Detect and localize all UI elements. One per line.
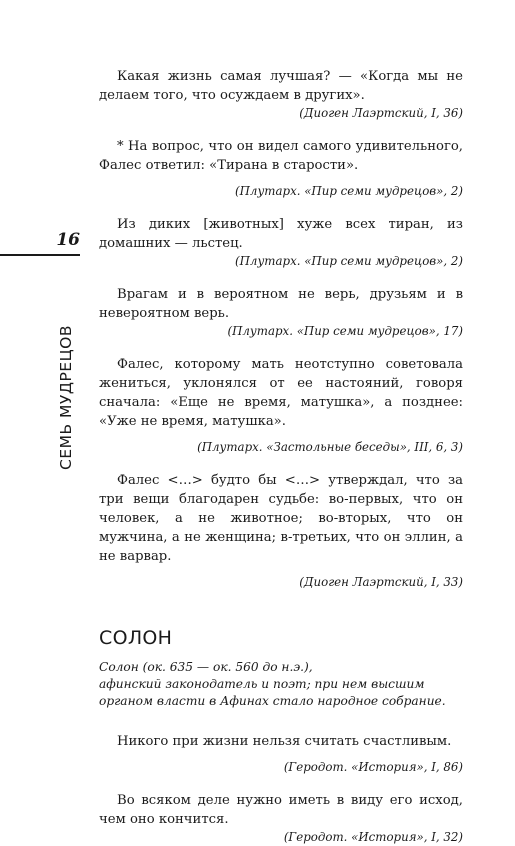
quote-block bbox=[99, 67, 463, 122]
quote-text: Врагам и в вероятном не верь, друзьям и в невероятном верь. bbox=[99, 287, 463, 321]
quote-block bbox=[99, 732, 463, 776]
quote-text: Никого при жизни нельзя считать счастливым. bbox=[117, 734, 452, 749]
page-content bbox=[99, 67, 463, 846]
quote-text: * На вопрос, что он видел самого удивительного, Фалес ответил: «Тирана в старости». bbox=[99, 139, 463, 173]
quote-source: (Плутарх. «Пир семи мудрецов», 2) bbox=[235, 254, 463, 268]
quote-block bbox=[99, 791, 463, 846]
quote-text: Какая жизнь самая лучшая? — «Когда мы не делаем того, что осуждаем в других». bbox=[99, 69, 463, 103]
quote-source: (Диоген Лаэртский, I, 36) bbox=[299, 106, 463, 120]
section-intro-line: афинский законодатель и поэт; при нем высшим bbox=[99, 677, 425, 691]
quote-source: (Плутарх. «Пир семи мудрецов», 2) bbox=[235, 184, 463, 198]
quote-text: Фалес, которому мать неотступно советовала жениться, уклонялся от ее настояний, говоря сначала: «Еще не время, матушка», а позднее: «Уже не время, матушка». bbox=[99, 357, 463, 429]
page-margin bbox=[0, 0, 80, 800]
quote-block bbox=[99, 137, 463, 200]
section-title: СОЛОН bbox=[99, 627, 173, 649]
quote-source: (Геродот. «История», I, 32) bbox=[283, 830, 463, 844]
quote-block bbox=[99, 285, 463, 340]
quote-text: Из диких [животных] хуже всех тиран, из домашних — льстец. bbox=[99, 217, 463, 251]
quote-source: (Геродот. «История», I, 86) bbox=[283, 760, 463, 774]
quote-block bbox=[99, 471, 463, 591]
section-intro-line: органом власти в Афинах стало народное собрание. bbox=[99, 694, 446, 708]
quote-text: Во всяком деле нужно иметь в виду его исход, чем оно кончится. bbox=[99, 793, 463, 827]
quote-block bbox=[99, 355, 463, 456]
quote-source: (Диоген Лаэртский, I, 33) bbox=[299, 575, 463, 589]
section-intro bbox=[99, 659, 463, 710]
quote-block bbox=[99, 215, 463, 270]
running-head: СЕМЬ МУДРЕЦОВ bbox=[57, 325, 75, 470]
page-number: 16 bbox=[56, 230, 80, 250]
quote-source: (Плутарх. «Застольные беседы», III, 6, 3) bbox=[197, 440, 463, 454]
section-intro-line: Солон (ок. 635 — ок. 560 до н.э.), bbox=[99, 660, 313, 674]
quote-source: (Плутарх. «Пир семи мудрецов», 17) bbox=[227, 324, 463, 338]
margin-rule bbox=[0, 254, 80, 256]
quote-text: Фалес <…> будто бы <…> утверждал, что за три вещи благодарен судьбе: во-первых, что он человек, а не животное; во-вторых, что он мужчина, а не женщина; в-третьих, что он эллин, а не варвар. bbox=[99, 473, 463, 564]
